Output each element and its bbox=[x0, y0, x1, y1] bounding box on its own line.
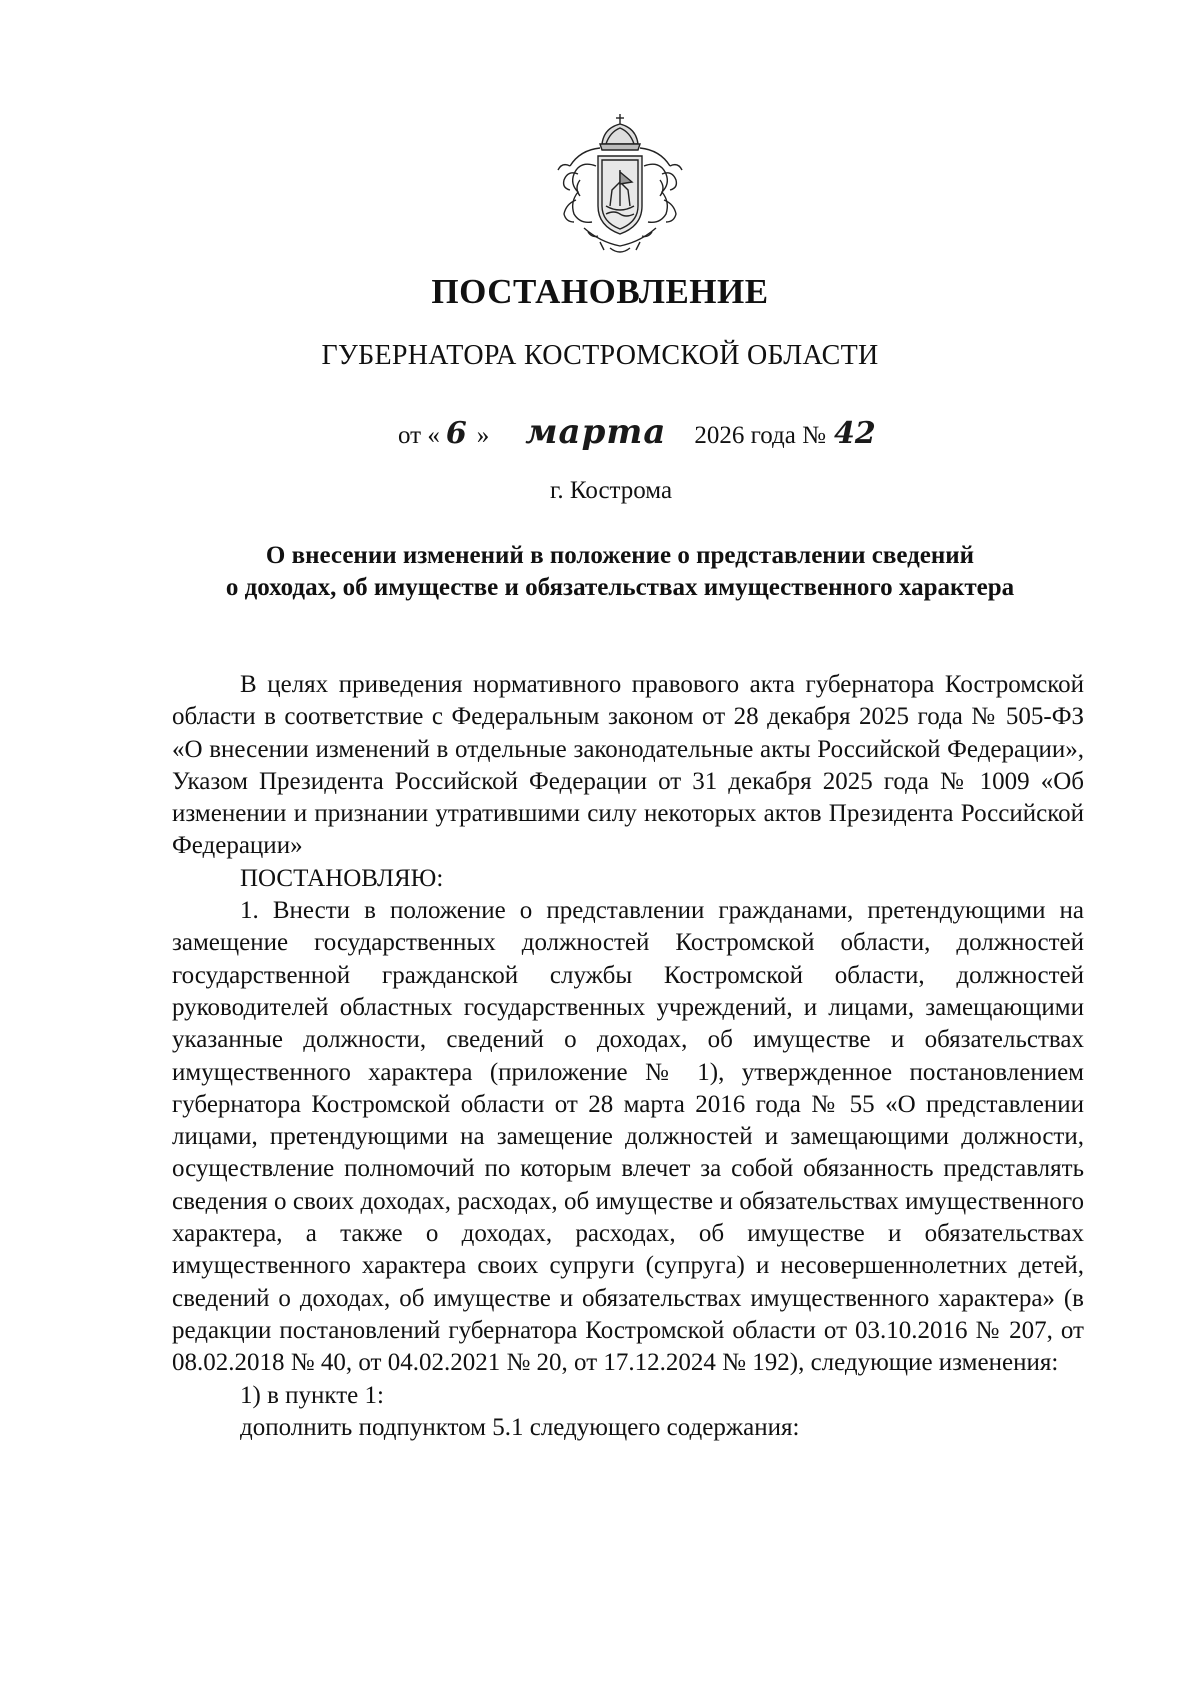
subitem-1-text-paragraph: дополнить подпунктом 5.1 следующего содержания: bbox=[240, 1413, 800, 1441]
subitem-1-paragraph: 1) в пункте 1: bbox=[240, 1381, 384, 1409]
decree-word: ПОСТАНОВЛЯЮ: bbox=[240, 864, 444, 892]
document-number-handwritten: 42 bbox=[833, 416, 876, 451]
document-type-heading: ПОСТАНОВЛЕНИЕ bbox=[431, 272, 769, 311]
date-day-handwritten: 6 bbox=[445, 416, 467, 451]
date-year-label: 2026 года № bbox=[694, 422, 826, 449]
document-title bbox=[160, 540, 1080, 604]
item-1-paragraph: 1. Внести в положение о представлении гражданами, претендующими на замещение государственных должностей Костромской области, должностей государственной гражданской службы Костромской области, должностей руководителей областных государственных учреждений, и лицами, замещающими указанные должности, сведений о доходах, об имуществе и обязательствах имущественного характера (приложение № 1), утвержденное постановлением губернатора Костромской области от 28 марта 2016 года № 55 «О представлении лицами, претендующими на замещение должностей и замещающими должности, осуществление полномочий по которым влечет за собой обязанность представлять сведения о своих доходах, расходах, об имуществе и обязательствах имущественного характера, а также о доходах, расходах, об имуществе и обязательствах имущественного характера своих супруги (супруга) и несовершеннолетних детей, сведений о доходах, об имуществе и обязательствах имущественного характера» (в редакции постановлений губернатора Костромской области от 03.10.2016 № 207, от 08.02.2018 № 40, от 04.02.2021 № 20, от 17.12.2024 № 192), следующие изменения: bbox=[172, 897, 1084, 1377]
document-title-line: О внесении изменений в положение о представлении сведений bbox=[265, 542, 975, 569]
date-month-handwritten: марта bbox=[525, 412, 667, 452]
date-close: » bbox=[476, 422, 490, 449]
city-line: г. Кострома bbox=[549, 477, 673, 504]
preamble-paragraph: В целях приведения нормативного правового акта губернатора Костромской области в соответствие с Федеральным законом от 28 декабря 2025 года № 505-ФЗ «О внесении изменений в отдельные законодательные акты Российской Федерации», Указом Президента Российской Федерации от 31 декабря 2025 года № 1009 «Об изменении и признании утратившими силу некоторых актов Президента Российской Федерации» bbox=[172, 671, 1084, 860]
document-body bbox=[172, 669, 1084, 1444]
coat-of-arms-emblem bbox=[540, 110, 700, 258]
document-title-line: о доходах, об имуществе и обязательствах имущественного характера bbox=[225, 574, 1015, 601]
date-prefix: от « bbox=[398, 422, 440, 449]
issuer-heading: ГУБЕРНАТОРА КОСТРОМСКОЙ ОБЛАСТИ bbox=[321, 340, 879, 371]
date-line bbox=[398, 412, 876, 452]
